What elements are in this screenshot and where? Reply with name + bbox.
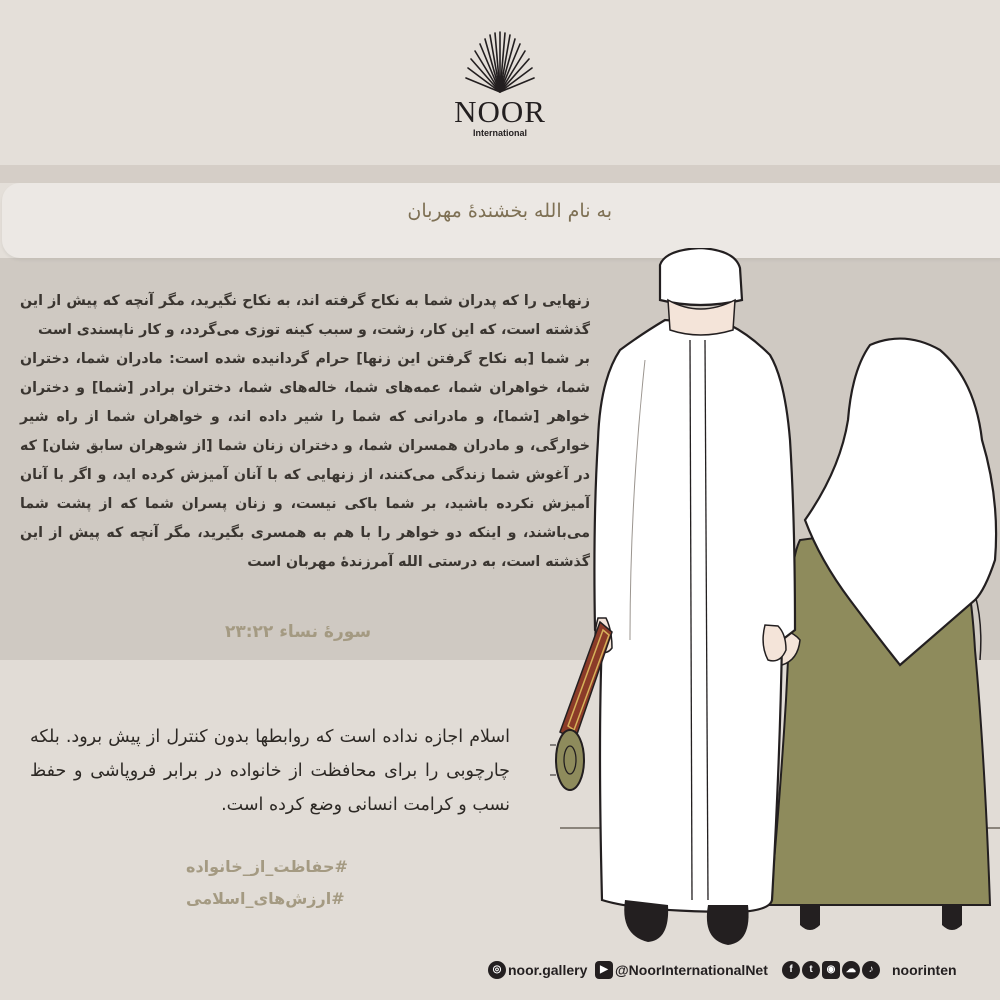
globe-icon: ◎ xyxy=(488,961,506,979)
verse-part-1: زنهایی را که پدران شما به نکاح گرفته اند، به نکاح نگیرید، مگر آنچه که پیش از این گذشته است، که این کار، زشت، و سبب کینه توزی می‌گردد، و کار ناپسندی است xyxy=(20,293,590,338)
youtube-label: @NoorInternationalNet xyxy=(615,962,768,978)
sunburst-icon xyxy=(464,30,536,94)
social-icons xyxy=(782,957,882,983)
brand-subtitle: International xyxy=(472,128,527,138)
brand-name: NOOR xyxy=(454,94,546,129)
couple-illustration xyxy=(540,248,1000,1000)
youtube-link[interactable] xyxy=(595,957,768,983)
verse-text xyxy=(20,287,590,577)
message-text: اسلام اجازه نداده است که روابطها بدون کنترل از پیش برود. بلکه چارچوبی را برای محافظت از خانواده در برابر فروپاشی و حفظ نسب و کرامت انسانی وضع کرده است. xyxy=(30,727,510,815)
website-link[interactable] xyxy=(488,957,587,983)
facebook-icon[interactable]: f xyxy=(782,961,800,979)
instagram-icon[interactable]: ◉ xyxy=(822,961,840,979)
tiktok-icon[interactable]: ♪ xyxy=(862,961,880,979)
website-label: noor.gallery xyxy=(508,962,588,978)
twitter-icon[interactable]: t xyxy=(802,961,820,979)
social-handle-link[interactable] xyxy=(892,957,957,983)
verse-reference: سورهٔ نساء ۲۳:۲۲ xyxy=(225,622,372,642)
social-handle-label: noorinten xyxy=(892,962,957,978)
brand-logo xyxy=(440,30,560,170)
youtube-icon: ▶ xyxy=(595,961,613,979)
basmala-text: به نام الله بخشندهٔ مهربان xyxy=(407,200,612,222)
soundcloud-icon[interactable]: ☁ xyxy=(842,961,860,979)
verse-part-2: بر شما [به نکاح گرفتن این زنها] حرام گردانیده شده است: مادران شما، دختران شما، خواهران شما، عمه‌های شما، خاله‌های شما، دختران برادر [شما] و دختران خواهر [شما]، و مادرانی که شما را شیر داده اند، و خواهران شما از راه شیر خوارگی، و مادران همسران شما، و دختران زنان شما [از شوهران سابق شان] که در آغوش شما زندگی می‌کنند، از زنهایی که با آنان آمیزش کرده اید، و اگر با آنان آمیزش نکرده باشید، بر شما باکی نیست، و زنان پسران شما که از پشت شما می‌باشند، و اینکه دو خواهر را با هم به همسری بگیرید، مگر آنچه که پیش از این گذشته است، به درستی الله آمرزندهٔ مهربان است xyxy=(20,351,590,570)
hashtag[interactable]: #حفاظت_از_خانواده xyxy=(186,857,348,876)
hashtag[interactable]: #ارزش‌های_اسلامی xyxy=(186,889,345,908)
footer-bar xyxy=(480,957,1000,983)
